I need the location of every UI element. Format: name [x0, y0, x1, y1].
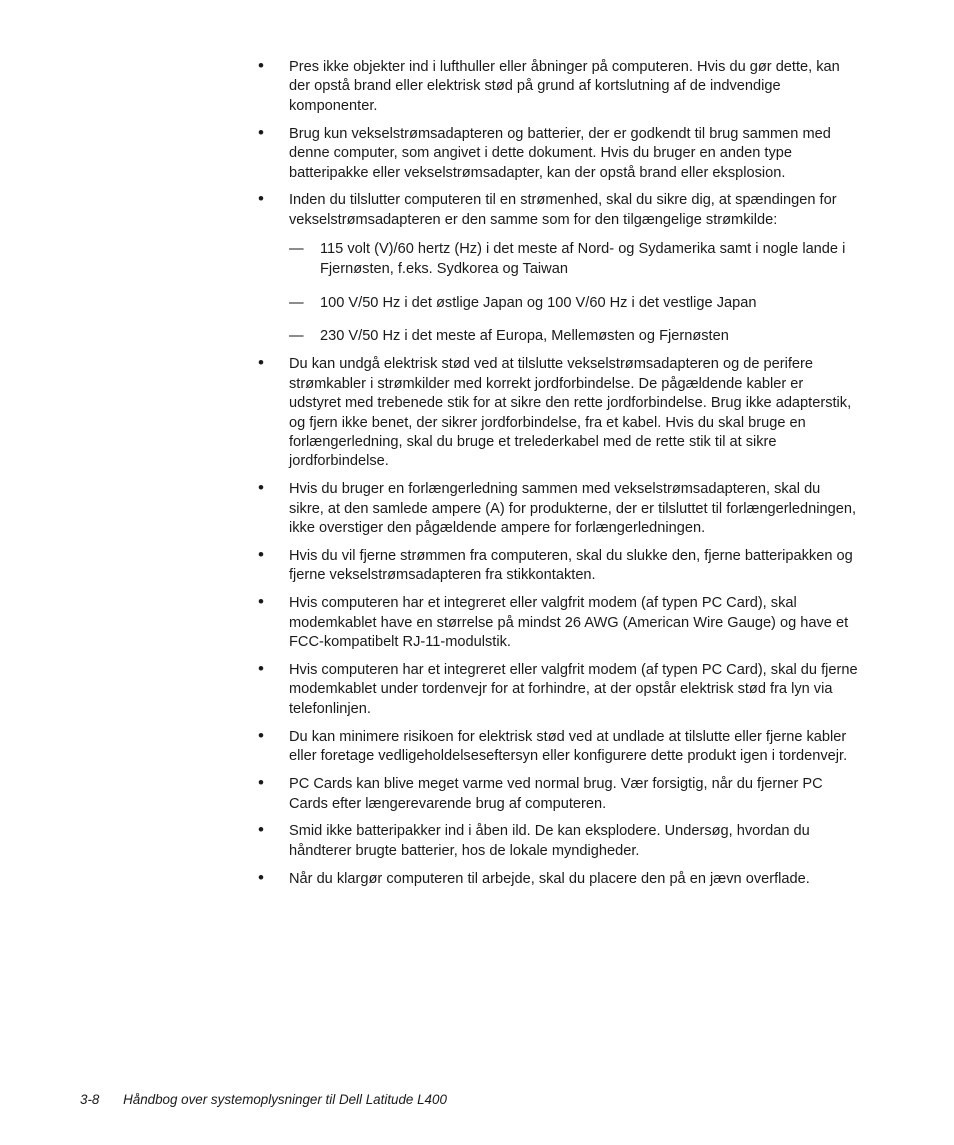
voltage-item	[289, 294, 858, 313]
bullet-icon: •	[258, 189, 264, 209]
list-item-text: Hvis du vil fjerne strømmen fra computeren, skal du slukke den, fjerne batteripakken og fjerne vekselstrømsadapteren fra stikkontakten.	[289, 548, 853, 584]
voltage-item	[289, 327, 858, 346]
bullet-icon: •	[258, 659, 264, 679]
list-item	[258, 480, 858, 538]
list-item-text: Når du klargør computeren til arbejde, skal du placere den på en jævn overflade.	[289, 870, 810, 887]
list-item-text: Smid ikke batteripakker ind i åben ild. De kan eksplodere. Undersøg, hvordan du håndterer brugte batterier, hos de lokale myndigheder.	[289, 823, 810, 859]
voltage-list	[289, 240, 858, 347]
list-item-text: Du kan minimere risikoen for elektrisk stød ved at undlade at tilslutte eller fjerne kabler eller foretage vedligeholdelseseftersyn eller konfigurere dette produkt igen i tordenvejr.	[289, 728, 848, 765]
voltage-item-text: 115 volt (V)/60 hertz (Hz) i det meste af Nord- og Sydamerika samt i nogle lande i Fjernøsten, f.eks. Sydkorea og Taiwan	[320, 241, 846, 277]
bullet-icon: •	[258, 56, 264, 75]
bullet-icon: •	[258, 478, 264, 498]
voltage-item-text: 100 V/50 Hz i det østlige Japan og 100 V/60 Hz i det vestlige Japan	[320, 294, 757, 311]
list-item-text: Hvis computeren har et integreret eller valgfrit modem (af typen PC Card), skal modemkablet have en størrelse på mindst 26 AWG (American Wire Gauge) og have et FCC-kompatibelt RJ-11-modulstik.	[289, 595, 849, 651]
list-item	[258, 725, 858, 767]
page-footer	[80, 1091, 447, 1109]
footer-title: Håndbog over systemoplysninger til Dell Latitude L400	[123, 1092, 447, 1107]
list-item-text: Hvis computeren har et integreret eller valgfrit modem (af typen PC Card), skal du fjerne modemkablet under tordenvejr for at forhindre, at der opstår elektrisk stød fra lyn via telefonlinjen.	[289, 662, 858, 717]
page-content	[258, 58, 858, 889]
list-item	[258, 355, 858, 471]
list-item	[258, 58, 858, 116]
voltage-item-text: 230 V/50 Hz i det meste af Europa, Mellemøsten og Fjernøsten	[320, 328, 729, 345]
bullet-icon: •	[258, 867, 264, 887]
list-item-text: Pres ikke objekter ind i lufthuller eller åbninger på computeren. Hvis du gør dette, kan der opstå brand eller elektrisk stød på grund af kortslutning af de indvendige komponenter.	[289, 59, 840, 114]
list-item	[258, 191, 858, 346]
voltage-item	[289, 240, 858, 279]
dash-marker: —	[289, 241, 304, 258]
list-item-text: Brug kun vekselstrømsadapteren og batterier, der er godkendt til brug sammen med denne computer, som angivet i dette dokument. Hvis du bruger en anden type batteripakke eller vekselstrømsadapter, kan der opstå brand eller eksplosion.	[289, 125, 831, 181]
dash-marker: —	[289, 294, 304, 311]
bullet-icon: •	[258, 773, 264, 793]
safety-instructions-list	[258, 58, 858, 889]
bullet-icon: •	[258, 122, 264, 142]
list-item	[258, 594, 858, 652]
list-item-text: Hvis du bruger en forlængerledning sammen med vekselstrømsadapteren, skal du sikre, at den samlede ampere (A) for produkterne, der er tilsluttet til forlængerledningen, ikke overstiger den pågældende ampere for forlængerledningen.	[289, 481, 857, 537]
list-item	[258, 822, 858, 861]
page-number: 3-8	[80, 1092, 100, 1107]
list-item-text: Inden du tilslutter computeren til en strømenhed, skal du sikre dig, at spændingen for vekselstrømsadapteren er den samme som for den tilgængelige strømkilde:	[289, 192, 837, 228]
bullet-icon: •	[258, 820, 264, 840]
list-item	[258, 122, 858, 183]
bullet-icon: •	[258, 725, 264, 745]
list-item	[258, 547, 858, 586]
dash-marker: —	[289, 328, 304, 345]
bullet-icon: •	[258, 545, 264, 565]
list-item	[258, 775, 858, 814]
bullet-icon: •	[258, 353, 264, 373]
list-item	[258, 867, 858, 889]
list-item-text: Du kan undgå elektrisk stød ved at tilslutte vekselstrømsadapteren og de perifere strømkabler i strømkilder med korrekt jordforbindelse. De pågældende kabler er udstyret med trebenede stik for at sikre den rette jordforbindelse. Brug ikke adapterstik, og fjern ikke benet, der sikrer jordforbindelse, fra et kabel. Hvis du skal bruge en forlængerledning, skal du bruge et trelederkabel med de rette stik til at sikre jordforbindelse.	[289, 356, 852, 470]
list-item-text: PC Cards kan blive meget varme ved normal brug. Vær forsigtig, når du fjerner PC Cards efter længerevarende brug af computeren.	[289, 776, 823, 812]
list-item	[258, 661, 858, 719]
bullet-icon: •	[258, 592, 264, 612]
